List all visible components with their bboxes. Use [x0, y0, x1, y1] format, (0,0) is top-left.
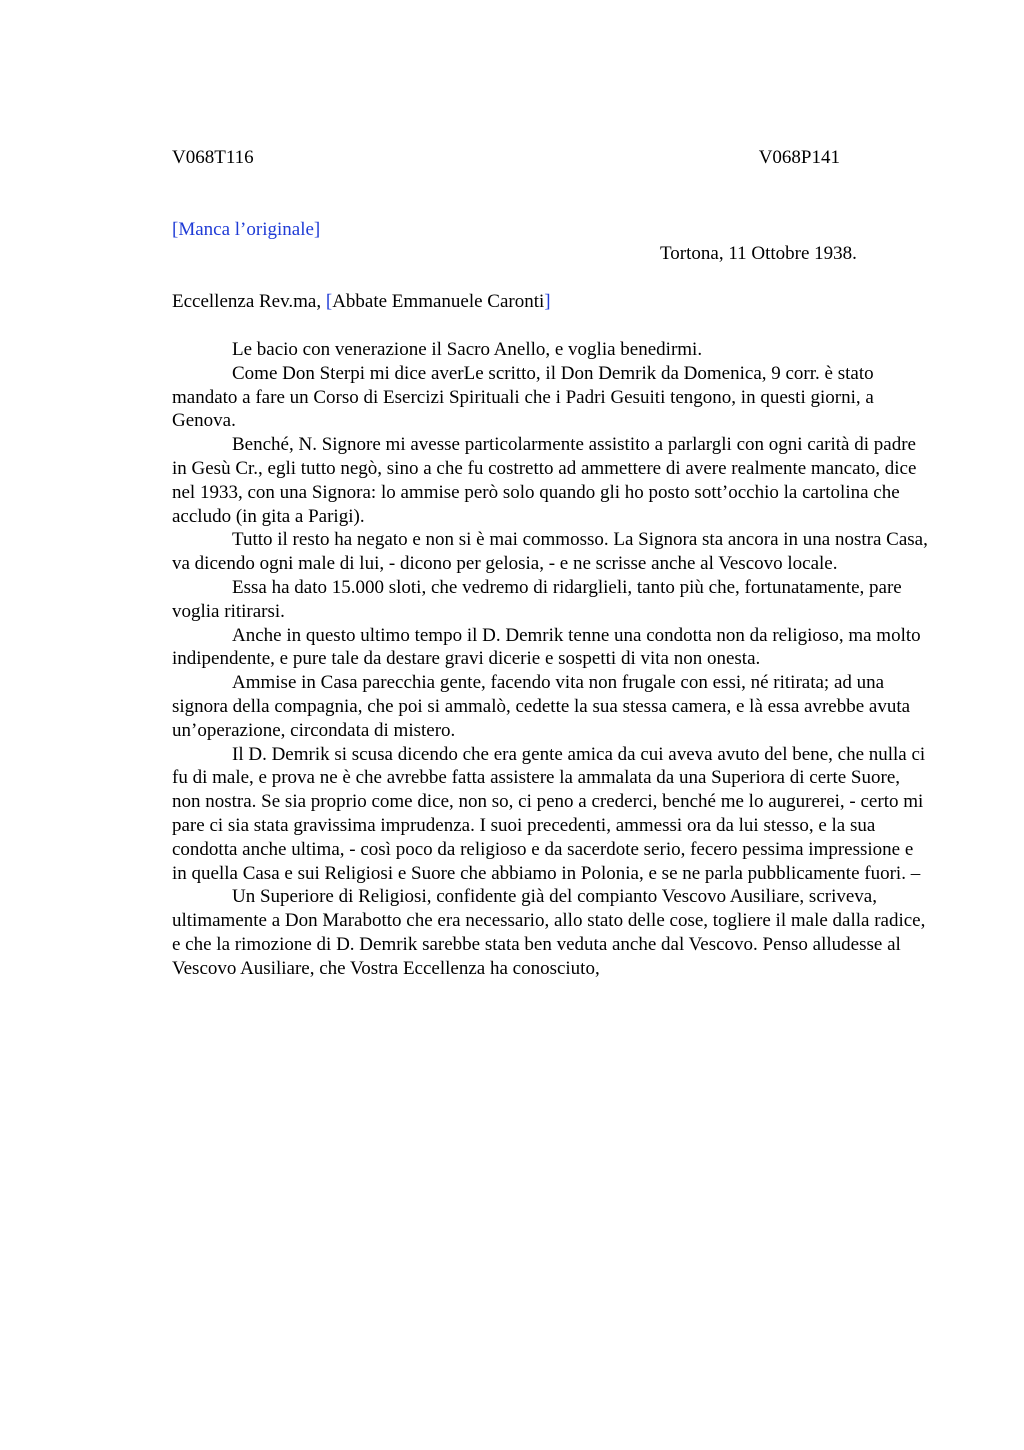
paragraph: Essa ha dato 15.000 sloti, che vedremo di ridarglieli, tanto più che, fortunatamente, pare voglia ritirarsi.: [172, 576, 902, 622]
letter-date: Tortona, 11 Ottobre 1938.: [660, 243, 857, 264]
paragraph: Benché, N. Signore mi avesse particolarmente assistito a parlargli con ogni carità di padre in Gesù Cr., egli tutto negò, sino a che fu costretto ad ammettere di avere realmente mancato, dice nel 1933, con una Signora: lo ammise però solo quando gli ho posto sott’occhio la cartolina che accludo (in gita a Parigi).: [172, 434, 917, 527]
paragraph: Un Superiore di Religiosi, confidente già del compianto Vescovo Ausiliare, scriveva, ultimamente a Don Marabotto che era necessario, allo stato delle cose, togliere il male dalla radice, e che la rimozione di D. Demrik sarebbe stata ben veduta anche dal Vescovo. Penso alludesse al Vescovo Ausiliare, che Vostra Eccellenza ha conosciuto,: [172, 886, 926, 979]
addressee-name: Abbate Emmanuele Caronti: [332, 291, 545, 312]
right-code: V068P141: [758, 147, 840, 168]
paragraph: Come Don Sterpi mi dice averLe scritto, il Don Demrik da Domenica, 9 corr. è stato mandato a fare un Corso di Esercizi Spirituali che i Padri Gesuiti tengono, in questi giorni, a Genova.: [172, 362, 874, 432]
paragraph: Ammise in Casa parecchia gente, facendo vita non frugale con essi, né ritirata; ad una signora della compagnia, che poi si ammalò, cedette la sua stessa camera, e là essa avrebbe avuta un’operazione, circondata di mistero.: [172, 672, 911, 741]
bracket-open: [: [325, 291, 333, 312]
salutation: [172, 290, 551, 314]
paragraph: Le bacio con venerazione il Sacro Anello, e voglia benedirmi.: [232, 339, 703, 360]
paragraph: Anche in questo ultimo tempo il D. Demrik tenne una condotta non da religioso, ma molto indipendente, e pure tale da destare gravi dicerie e sospetti di vita non onesta.: [172, 624, 921, 670]
document-codes: [172, 147, 840, 169]
letter-body: [172, 338, 932, 981]
missing-original-note: [Manca l’originale]: [172, 219, 321, 240]
paragraph: Il D. Demrik si scusa dicendo che era gente amica da cui aveva avuto del bene, che nulla ci fu di male, e prova ne è che avrebbe fatta assistere la ammalata da una Superiora di certe Suore, non nostra. Se sia proprio come dice, non so, ci peno a crederci, benché me lo augurerei, - certo mi pare ci sia stata gravissima imprudenza. I suoi precedenti, ammessi ora da lui stesso, e la sua condotta anche ultima, - così poco da religioso e da sacerdote serio, fecero pessima impressione e in quella Casa e sui Religiosi e Suore che abbiamo in Polonia, e se ne parla pubblicamente fuori. –: [172, 743, 926, 884]
paragraph: Tutto il resto ha negato e non si è mai commosso. La Signora sta ancora in una nostra Casa, va dicendo ogni male di lui, - dicono per gelosia, - e ne scrisse anche al Vescovo locale.: [172, 529, 928, 575]
bracket-close: ]: [544, 291, 551, 312]
left-code: V068T116: [172, 147, 254, 168]
salutation-text: Eccellenza Rev.ma,: [172, 291, 326, 312]
